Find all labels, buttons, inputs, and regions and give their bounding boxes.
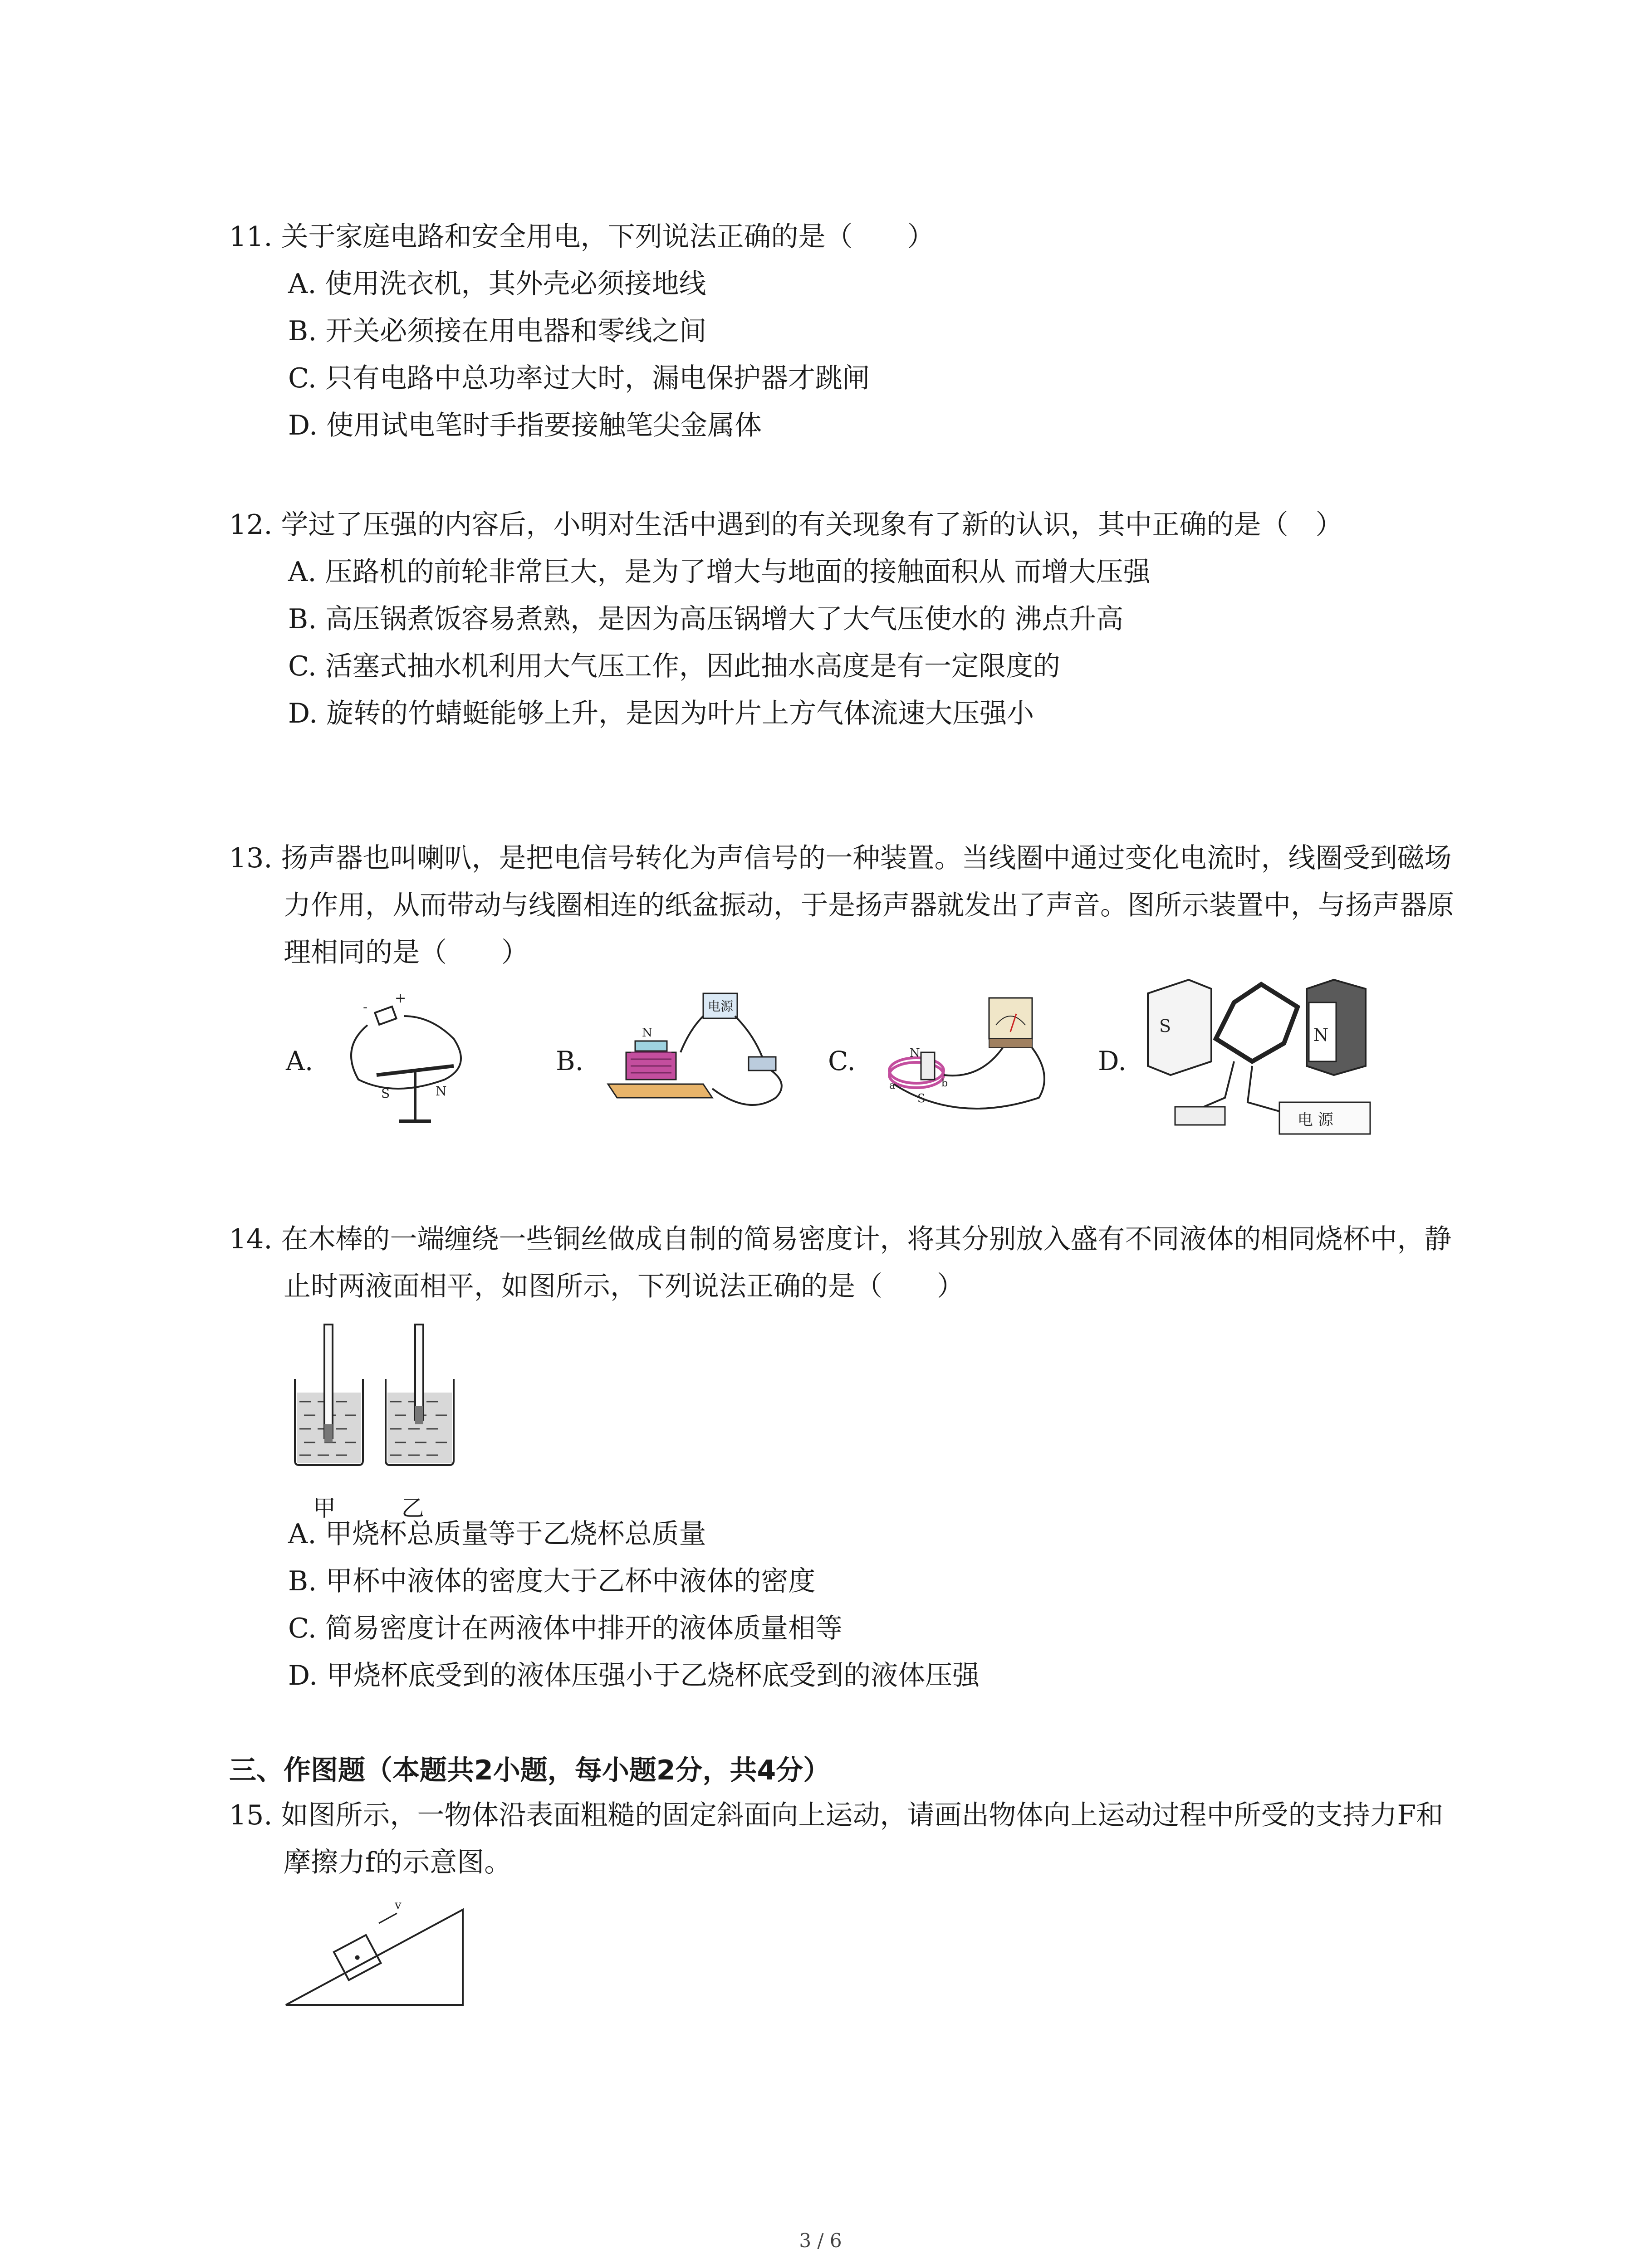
page-number: 3 / 6 bbox=[799, 2229, 842, 2252]
beaker-label-jia: 甲 bbox=[313, 1495, 336, 1521]
power-source-label: 电 源 bbox=[1298, 1111, 1333, 1129]
north-pole-label: N bbox=[436, 1084, 447, 1099]
beaker-label-yi: 乙 bbox=[402, 1495, 424, 1521]
beaker-jia bbox=[295, 1325, 363, 1465]
question-12 bbox=[229, 501, 1454, 737]
option-d: D. 旋转的竹蜻蜓能够上升，是因为叶片上方气体流速大压强小 bbox=[288, 698, 1034, 729]
option-a: A. 压路机的前轮非常巨大，是为了增大与地面的接触面积从 而增大压强 bbox=[288, 556, 1151, 588]
question-stem: 14. 在木棒的一端缠绕一些铜丝做成自制的简易密度计，将其分别放入盛有不同液体的相同烧杯中，静止时两液面相平，如图所示，下列说法正确的是（ ） bbox=[229, 1223, 1452, 1302]
option-c: C. 只有电路中总功率过大时，漏电保护器才跳闸 bbox=[288, 362, 870, 394]
question-13 bbox=[229, 835, 1454, 976]
figure-label-d: D. bbox=[1098, 1046, 1127, 1076]
option-d: D. 甲烧杯底受到的液体压强小于乙烧杯底受到的液体压强 bbox=[288, 1660, 980, 1691]
option-a: A. 甲烧杯总质量等于乙烧杯总质量 bbox=[288, 1518, 706, 1550]
figure-c-galvanometer-diagram bbox=[867, 989, 1057, 1125]
figure-b-electromagnet-diagram bbox=[599, 989, 789, 1125]
north-pole-label: N bbox=[642, 1026, 652, 1040]
south-pole-label: S bbox=[917, 1092, 926, 1105]
option-b: B. 甲杯中液体的密度大于乙杯中液体的密度 bbox=[288, 1565, 816, 1597]
velocity-label: v bbox=[395, 1898, 402, 1912]
minus-sign: - bbox=[363, 999, 368, 1015]
question-15 bbox=[229, 1792, 1454, 1886]
south-pole-label: S bbox=[381, 1086, 390, 1101]
south-pole-label: S bbox=[1159, 1016, 1171, 1036]
question-stem: 15. 如图所示，一物体沿表面粗糙的固定斜面向上运动，请画出物体向上运动过程中所受的支持力F和摩擦力f的示意图。 bbox=[229, 1799, 1444, 1878]
terminal-b-label: b bbox=[941, 1078, 948, 1089]
option-c: C. 简易密度计在两液体中排开的液体质量相等 bbox=[288, 1613, 843, 1644]
option-b: B. 开关必须接在用电器和零线之间 bbox=[288, 315, 707, 347]
question-11 bbox=[229, 213, 1454, 449]
beaker-yi bbox=[386, 1325, 454, 1465]
figure-label-a: A. bbox=[286, 1046, 314, 1076]
figure-label-b: B. bbox=[556, 1046, 584, 1076]
question-stem: 11. 关于家庭电路和安全用电，下列说法正确的是（ ） bbox=[229, 221, 935, 253]
north-pole-label: N bbox=[1313, 1025, 1329, 1045]
option-d: D. 使用试电笔时手指要接触笔尖金属体 bbox=[288, 410, 762, 441]
question-stem: 13. 扬声器也叫喇叭，是把电信号转化为声信号的一种装置。当线圈中通过变化电流时，线圈受到磁场力作用，从而带动与线圈相连的纸盆振动，于是扬声器就发出了声音。图所示装置中，与扬声器原理相同的是（ ） bbox=[229, 842, 1454, 968]
terminal-a-label: a bbox=[889, 1080, 896, 1091]
incline-block-diagram bbox=[281, 1896, 472, 2014]
option-a: A. 使用洗衣机，其外壳必须接地线 bbox=[288, 268, 706, 300]
north-pole-label: N bbox=[910, 1046, 920, 1060]
figure-a-compass-diagram bbox=[331, 989, 481, 1134]
option-c: C. 活塞式抽水机利用大气压工作，因此抽水高度是有一定限度的 bbox=[288, 650, 1060, 682]
power-source-label: 电源 bbox=[708, 999, 734, 1014]
section-title: 三、作图题（本题共2小题，每小题2分，共4分） bbox=[229, 1755, 831, 1786]
option-b: B. 高压锅煮饭容易煮熟，是因为高压锅增大了大气压使水的 沸点升高 bbox=[288, 603, 1124, 635]
density-meter-beakers-diagram bbox=[290, 1320, 472, 1483]
question-14 bbox=[229, 1216, 1454, 1310]
figure-label-c: C. bbox=[828, 1046, 856, 1076]
question-14-options bbox=[229, 1510, 1454, 1699]
question-stem: 12. 学过了压强的内容后，小明对生活中遇到的有关现象有了新的认识，其中正确的是（ ） bbox=[229, 509, 1343, 541]
plus-sign: + bbox=[395, 990, 407, 1006]
figure-d-motor-diagram bbox=[1143, 975, 1388, 1148]
